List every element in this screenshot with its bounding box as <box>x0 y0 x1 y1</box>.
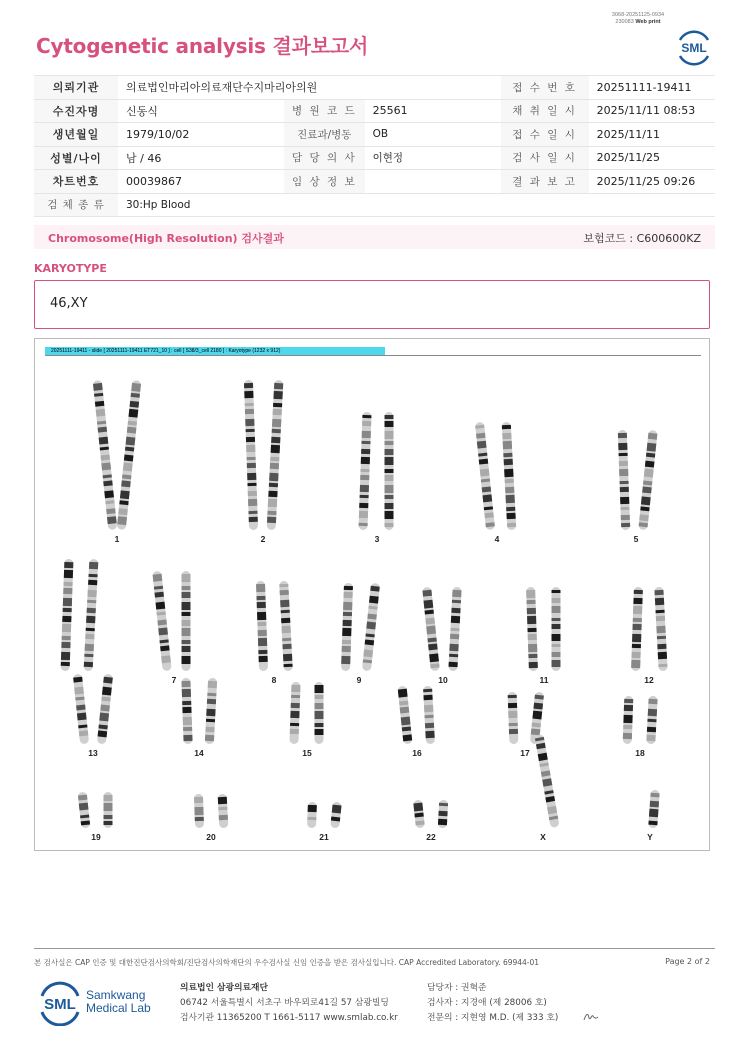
chromosome-5a <box>618 430 630 530</box>
hospital-code-label: 병 원 코 드 <box>284 99 365 123</box>
lab-address <box>180 981 398 1026</box>
chromosome-12b <box>654 587 667 671</box>
chromosome-8a <box>256 581 268 671</box>
chromosome-19b <box>104 792 113 828</box>
info-row <box>34 170 715 194</box>
patient-name-value: 신동식 <box>118 99 284 123</box>
chromosome-22b <box>438 800 448 828</box>
chromosome-label-3: 3 <box>374 534 380 544</box>
chromosome-13a <box>73 674 89 745</box>
signature-icon <box>582 1008 600 1024</box>
karyogram-caption: 20251111-19411 - slide [ 20251111-19411 ET721_10 ] : cell [ S38/3_cell 2180 ] : Karyotype (1232 x 912) <box>45 347 385 355</box>
chromosome-label-X: X <box>540 832 546 842</box>
chromosome-label-15: 15 <box>302 748 312 758</box>
chromosome-label-8: 8 <box>271 675 277 685</box>
chromosome-label-19: 19 <box>91 832 101 842</box>
received-label: 접 수 일 시 <box>501 123 589 147</box>
page-title: Cytogenetic analysis 결과보고서 <box>36 34 369 58</box>
chromosome-21b <box>330 802 342 829</box>
chromosome-label-20: 20 <box>206 832 216 842</box>
chromosome-14b <box>205 678 217 744</box>
chromosome-label-5: 5 <box>633 534 639 544</box>
requester-label: 의뢰기관 <box>34 76 118 100</box>
chromosome-21a <box>307 802 317 828</box>
specimen-value: 30:Hp Blood <box>118 193 715 217</box>
result-section-header <box>34 225 715 249</box>
sml-logo-text: SML <box>681 41 707 55</box>
doctor-value: 이현정 <box>365 146 501 170</box>
tested-label: 검 사 일 시 <box>501 146 589 170</box>
chromosome-label-18: 18 <box>635 748 645 758</box>
dept-value: OB <box>365 123 501 147</box>
chromosome-label-17: 17 <box>520 748 530 758</box>
chromosome-label-1: 1 <box>114 534 120 544</box>
clinical-label: 임 상 정 보 <box>284 170 365 194</box>
chromosome-14a <box>181 678 192 744</box>
logo-line1: Samkwang <box>86 988 146 1002</box>
chromosome-22a <box>413 800 425 829</box>
karyotype-result-box <box>34 280 710 329</box>
chromosome-4b <box>502 422 517 530</box>
staff-manager: 담당자 : 권혁준 <box>427 983 487 993</box>
chromosome-label-12: 12 <box>644 675 654 685</box>
chart-no-label: 차트번호 <box>34 170 118 194</box>
reported-value: 2025/11/25 09:26 <box>589 170 715 194</box>
tested-value: 2025/11/25 <box>589 146 715 170</box>
chromosome-label-11: 11 <box>539 675 549 685</box>
karyotype-result: 46,XY <box>50 296 88 311</box>
logo-line2: Medical Lab <box>86 1001 151 1015</box>
chromosome-label-4: 4 <box>494 534 500 544</box>
chromosome-label-Y: Y <box>647 832 653 842</box>
chromosome-20a <box>194 794 204 828</box>
reported-label: 결 과 보 고 <box>501 170 589 194</box>
chromosome-2b <box>267 380 284 530</box>
chromosome-18a <box>623 696 634 744</box>
chromosome-7a <box>152 571 171 671</box>
chromosome-1b <box>117 380 142 530</box>
chromosome-17a <box>508 692 519 744</box>
insurance-code: 보험코드 : C600600KZ <box>583 232 701 245</box>
chromosome-5b <box>638 430 657 530</box>
section-title: Chromosome(High Resolution) 검사결과 <box>48 232 284 245</box>
chromosome-4a <box>475 422 495 530</box>
page-number: Page 2 of 2 <box>665 957 710 966</box>
patient-info-table <box>34 75 715 217</box>
chromosome-12a <box>631 587 643 671</box>
chromosome-11a <box>526 587 538 671</box>
karyogram-svg <box>35 339 711 852</box>
chromosome-3a <box>358 412 371 530</box>
chromosome-label-22: 22 <box>426 832 436 842</box>
lab-address-line: 06742 서울특별시 서초구 바우뫼로41길 57 삼광빌딩 <box>180 998 389 1008</box>
chromosome-9b <box>362 583 380 671</box>
chromosome-16b <box>423 686 435 744</box>
info-row <box>34 123 715 147</box>
chart-no-value: 00039867 <box>118 170 284 194</box>
chromosome-15b <box>315 682 324 744</box>
chromosome-15a <box>289 682 300 744</box>
chromosome-20b <box>218 794 229 828</box>
chromosome-6a <box>61 559 74 671</box>
sex-age-label: 성별/나이 <box>34 146 118 170</box>
info-row <box>34 99 715 123</box>
staff-tester: 검사자 : 지경애 (제 28006 호) <box>427 998 547 1008</box>
sml-logo-icon <box>672 24 716 68</box>
chromosome-label-21: 21 <box>319 832 329 842</box>
print-type: Web print <box>635 19 661 25</box>
chromosome-16a <box>397 686 412 745</box>
karyogram-image <box>34 338 710 851</box>
info-row <box>34 76 715 100</box>
chromosome-Y <box>648 790 660 829</box>
chromosome-label-10: 10 <box>438 675 448 685</box>
chromosome-10b <box>448 587 461 671</box>
chromosome-label-7: 7 <box>171 675 177 685</box>
requester-value: 의료법인마리아의료재단수지마리아의원 <box>118 76 501 100</box>
chromosome-19a <box>78 792 91 829</box>
chromosome-13b <box>97 674 113 745</box>
chromosome-8b <box>279 581 293 671</box>
report-code-line2: 230083 <box>615 19 634 25</box>
lab-org-name: 의료법인 삼광의료재단 <box>180 983 269 993</box>
sml-footer-logo-icon <box>34 980 84 1026</box>
chromosome-label-13: 13 <box>88 748 98 758</box>
chromosome-label-14: 14 <box>194 748 204 758</box>
lab-contact-line: 검사기관 11365200 T 1661-5117 www.smlab.co.kr <box>180 1013 398 1023</box>
dept-label: 진료과/병동 <box>284 123 365 147</box>
chromosome-label-9: 9 <box>356 675 362 685</box>
footer-divider <box>34 948 715 949</box>
receipt-no-value: 20251111-19411 <box>589 76 715 100</box>
accreditation-note: 본 검사실은 CAP 인증 및 대한진단검사의학회/진단검사의학재단의 우수검사실 신임 인증을 받은 검사실입니다. CAP Accredited Laboratory. 69944-01 <box>34 958 540 967</box>
received-value: 2025/11/11 <box>589 123 715 147</box>
sml-footer-logo-text: SML <box>44 996 76 1013</box>
chromosome-1a <box>93 380 118 530</box>
chromosome-3b <box>385 412 394 530</box>
chromosome-X <box>534 734 559 828</box>
karyotype-label: KARYOTYPE <box>34 262 107 275</box>
chromosome-11b <box>552 587 561 671</box>
specimen-label: 검 체 종 류 <box>34 193 118 217</box>
info-row <box>34 193 715 217</box>
info-row <box>34 146 715 170</box>
patient-name-label: 수진자명 <box>34 99 118 123</box>
caption-divider <box>45 355 701 356</box>
report-code-line1: 3068-20251125-0934 <box>611 12 665 18</box>
dob-label: 생년월일 <box>34 123 118 147</box>
footer-logo-text <box>86 989 151 1015</box>
staff-specialist: 전문의 : 지현영 M.D. (제 333 호) <box>427 1013 559 1023</box>
chromosome-label-16: 16 <box>412 748 422 758</box>
chromosome-18b <box>646 696 657 744</box>
sex-age-value: 남 / 46 <box>118 146 284 170</box>
chromosome-2a <box>244 380 258 530</box>
clinical-value <box>365 170 501 194</box>
chromosome-10a <box>422 587 440 671</box>
report-code <box>598 12 678 26</box>
chromosome-6b <box>84 559 99 671</box>
staff-info <box>427 981 558 1026</box>
collected-label: 채 취 일 시 <box>501 99 589 123</box>
collected-value: 2025/11/11 08:53 <box>589 99 715 123</box>
hospital-code-value: 25561 <box>365 99 501 123</box>
chromosome-label-2: 2 <box>260 534 266 544</box>
doctor-label: 담 당 의 사 <box>284 146 365 170</box>
chromosome-7b <box>182 571 191 671</box>
receipt-no-label: 접 수 번 호 <box>501 76 589 100</box>
dob-value: 1979/10/02 <box>118 123 284 147</box>
chromosome-9a <box>341 583 353 671</box>
